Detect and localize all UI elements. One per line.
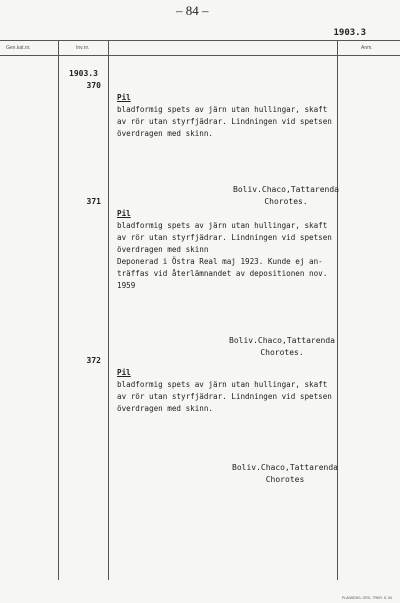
entry-text <box>117 196 332 292</box>
entry-text <box>117 80 332 140</box>
entry-line: av rör utan styrfjädrar. Lindningen vid spetsen <box>117 117 332 126</box>
origin-place: Boliv.Chaco,Tattarenda <box>232 462 338 472</box>
header-top-rule <box>0 40 400 41</box>
origin-place: Boliv.Chaco,Tattarenda <box>229 335 335 345</box>
column-header-anm: Anm. <box>361 45 373 51</box>
entry-title: Pil <box>117 93 131 102</box>
header-bottom-rule <box>0 55 400 56</box>
entry-title: Pil <box>117 209 131 218</box>
column-header-inv-nr: Inv.nr. <box>76 45 90 51</box>
entry-origin <box>219 449 351 487</box>
entry-origin <box>216 322 348 360</box>
entry-line: 1959 <box>117 281 136 290</box>
column-divider-2 <box>108 40 109 580</box>
entry-line: av rör utan styrfjädrar. Lindningen vid spetsen <box>117 233 332 242</box>
entry-number: 370 <box>86 81 101 90</box>
entry-line: överdragen med skinn. <box>117 404 214 413</box>
entry-line: träffas vid återlämnandet av depositionen nov. <box>117 269 328 278</box>
entry-line: bladformig spets av järn utan hullingar, skaft <box>117 105 328 114</box>
entry-line: överdragen med skinn <box>117 245 209 254</box>
entry-line: överdragen med skinn. <box>117 129 214 138</box>
printer-footer: PLANSENS. GRG. TRKR. S. 64 <box>341 596 392 600</box>
entry-number: 371 <box>86 197 101 206</box>
column-divider-3 <box>337 40 338 580</box>
origin-people: Chorotes. <box>264 197 308 206</box>
entry-line: Deponerad i Östra Real maj 1923. Kunde ej an- <box>117 257 323 266</box>
entry-line: bladformig spets av järn utan hullingar, skaft <box>117 221 328 230</box>
origin-people: Chorotes. <box>260 348 304 357</box>
entry-year: 1903.3 <box>69 69 98 78</box>
entry-title: Pil <box>117 368 131 377</box>
page-number: – 84 – <box>176 3 209 18</box>
entry-number: 372 <box>86 356 101 365</box>
entry-line: bladformig spets av järn utan hullingar, skaft <box>117 380 328 389</box>
year-header: 1903.3 <box>333 28 366 38</box>
entry-line: av rör utan styrfjädrar. Lindningen vid spetsen <box>117 392 332 401</box>
entry-text <box>117 355 332 415</box>
origin-place: Boliv.Chaco,Tattarenda <box>233 184 339 194</box>
column-divider-1 <box>58 40 59 580</box>
column-header-gen-kat-nr: Gen.kat.nr. <box>6 45 31 51</box>
origin-people: Chorotes <box>265 475 305 484</box>
